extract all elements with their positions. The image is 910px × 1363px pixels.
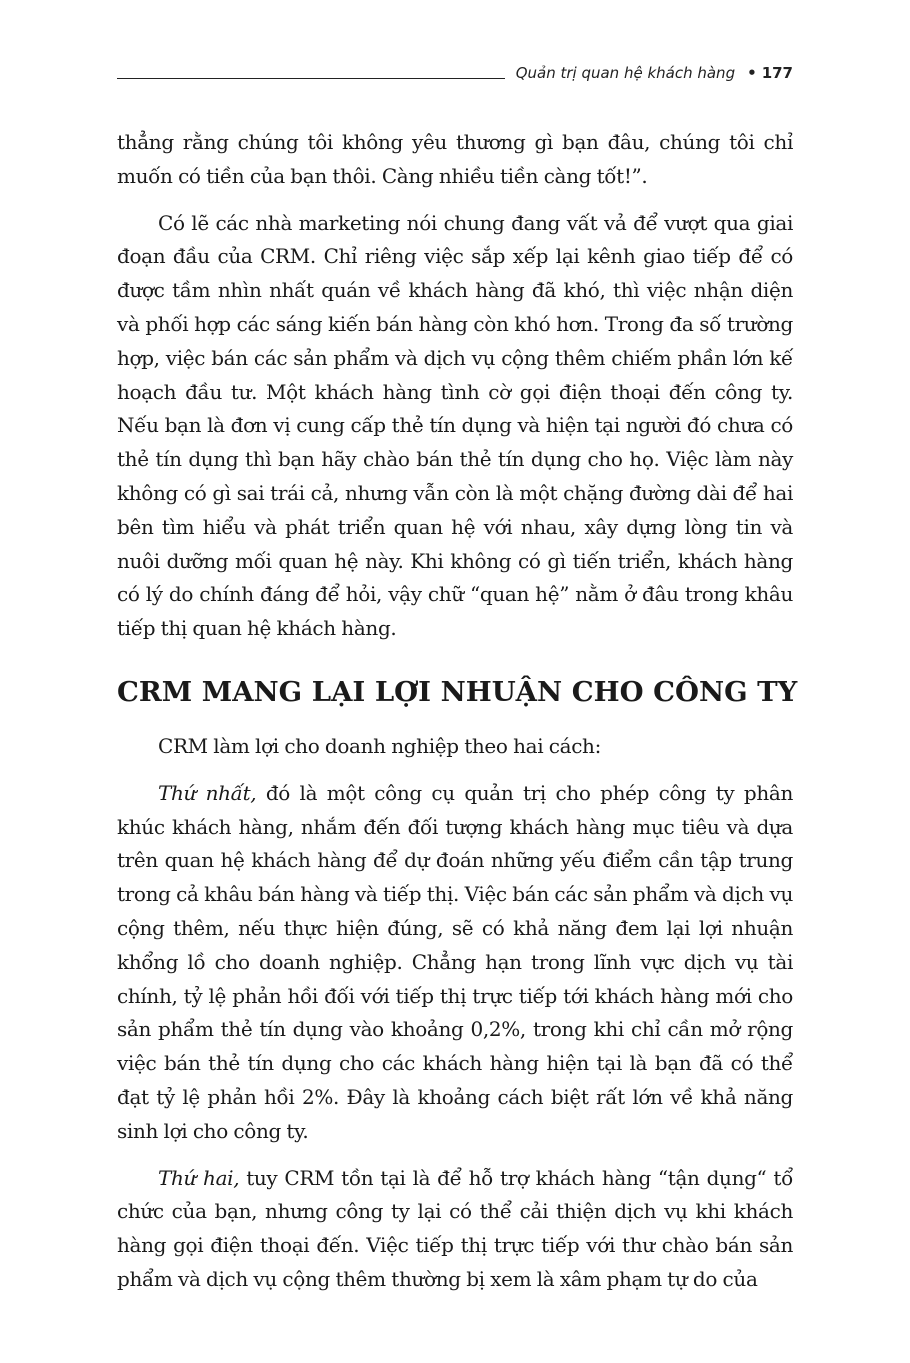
page-body (117, 126, 798, 1310)
paragraph-lead: Thứ hai, (158, 1165, 240, 1190)
paragraph-text: Có lẽ các nhà marketing nói chung đang vất vả để vượt qua giai đoạn đầu của CRM. Chỉ riêng việc sắp xếp lại kênh giao tiếp để có được tầm nhìn nhất quán về khách hàng đã khó, thì việc nhận diện và phối hợp các sáng kiến bán hàng còn khó hơn. Trong đa số trường hợp, việc bán các sản phẩm và dịch vụ cộng thêm chiếm phần lớn kế hoạch đầu tư. Một khách hàng tình cờ gọi điện thoại đến công ty. Nếu bạn là đơn vị cung cấp thẻ tín dụng và hiện tại người đó chưa có thẻ tín dụng thì bạn hãy chào bán thẻ tín dụng cho họ. Việc làm này không có gì sai trái cả, nhưng vẫn còn là một chặng đường dài để hai bên tìm hiểu và phát triển quan hệ với nhau, xây dựng lòng tin và nuôi dưỡng mối quan hệ này. Khi không có gì tiến triển, khách hàng có lý do chính đáng để hỏi, vậy chữ “quan hệ” nằm ở đâu trong khâu tiếp thị quan hệ khách hàng. (117, 210, 793, 641)
running-title: Quản trị quan hệ khách hàng (515, 64, 736, 82)
header-bullet: • (747, 64, 757, 82)
paragraph-text: thẳng rằng chúng tôi không yêu thương gì bạn đâu, chúng tôi chỉ muốn có tiền của bạn thôi. Càng nhiều tiền càng tốt!”. (117, 130, 793, 188)
paragraph-continued (117, 126, 793, 194)
paragraph-text: tuy CRM tồn tại là để hỗ trợ khách hàng “tận dụng“ tổ chức của bạn, nhưng công ty lại có thể cải thiện dịch vụ khi khách hàng gọi điện thoại đến. Việc tiếp thị trực tiếp với thư chào bán sản phẩm và dịch vụ cộng thêm thường bị xem là xâm phạm tự do của (117, 1165, 793, 1291)
section-heading: CRM MANG LẠI LỢI NHUẬN CHO CÔNG TY (117, 675, 798, 708)
running-header (117, 60, 793, 90)
paragraph-lead: Thứ nhất, (158, 780, 257, 805)
paragraph-text: CRM làm lợi cho doanh nghiệp theo hai cách: (158, 733, 601, 758)
header-text (516, 64, 793, 82)
page-number: 177 (761, 64, 793, 82)
paragraph (117, 777, 793, 1149)
paragraph (117, 1162, 793, 1297)
paragraph (117, 207, 793, 646)
paragraph-text: đó là một công cụ quản trị cho phép công ty phân khúc khách hàng, nhắm đến đối tượng khách hàng mục tiêu và dựa trên quan hệ khách hàng để dự đoán những yếu điểm cần tập trung trong cả khâu bán hàng và tiếp thị. Việc bán các sản phẩm và dịch vụ cộng thêm, nếu thực hiện đúng, sẽ có khả năng đem lại lợi nhuận khổng lồ cho doanh nghiệp. Chẳng hạn trong lĩnh vực dịch vụ tài chính, tỷ lệ phản hồi đối với tiếp thị trực tiếp tới khách hàng mới cho sản phẩm thẻ tín dụng vào khoảng 0,2%, trong khi chỉ cần mở rộng việc bán thẻ tín dụng cho các khách hàng hiện tại là bạn đã có thể đạt tỷ lệ phản hồi 2%. Đây là khoảng cách biệt rất lớn về khả năng sinh lợi cho công ty. (117, 780, 793, 1143)
header-rule (117, 78, 505, 79)
paragraph (117, 730, 793, 764)
